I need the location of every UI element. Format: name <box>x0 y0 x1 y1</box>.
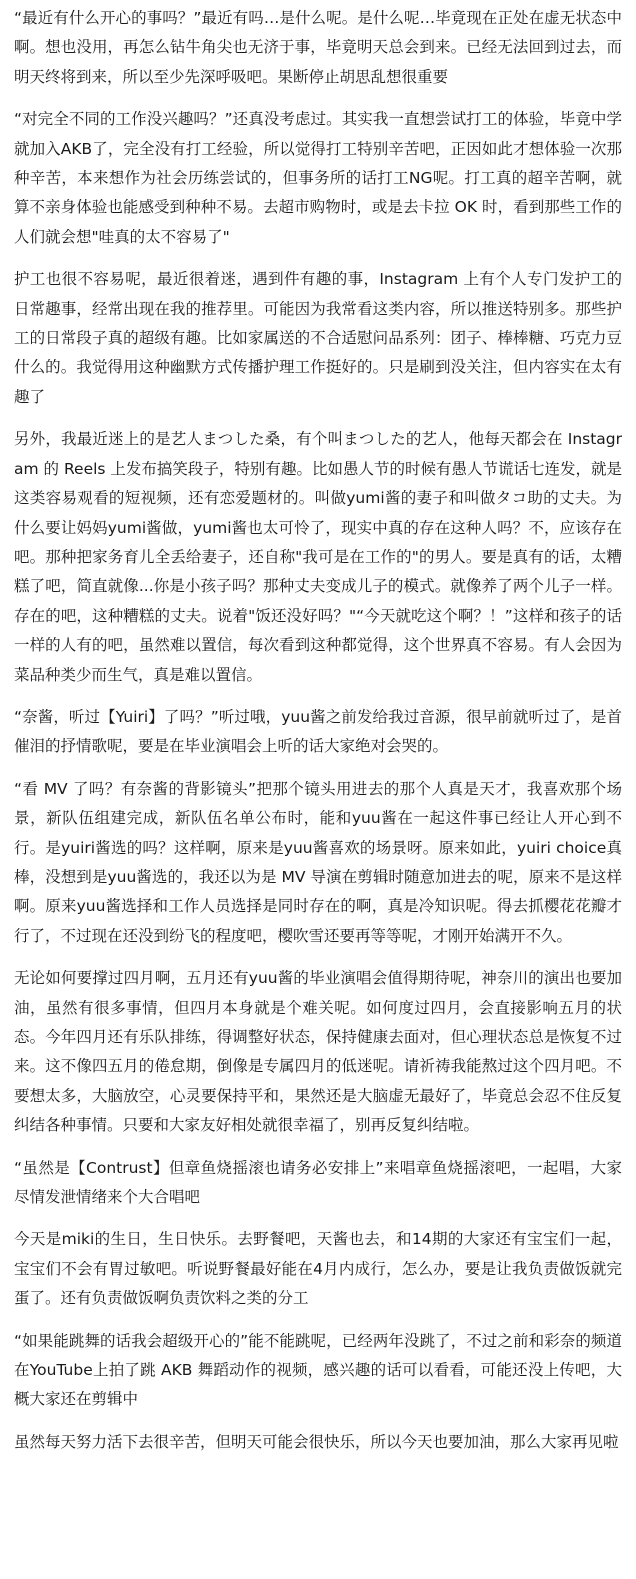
paragraph-6: “看 MV 了吗？有奈酱的背影镜头”把那个镜头用进去的那个人真是天才，我喜欢那个场景，新队伍组建完成，新队伍名单公布时，能和yuu酱在一起这件事已经让人开心到不行。是yuiri酱选的吗？这样啊，原来是yuu酱喜欢的场景呀。原来如此，yuiri choice真棒，没想到是yuu酱选的，我还以为是 MV 导演在剪辑时随意加进去的呢，原来不是这样啊。原来yuu酱选择和工作人员选择是同时存在的啊，真是冷知识呢。得去抓樱花花瓣才行了，不过现在还没到纷飞的程度吧，樱吹雪还要再等等呢，才刚开始满开不久。 <box>14 779 622 945</box>
paragraph-1: “最近有什么开心的事吗？”最近有吗…是什么呢。是什么呢…毕竟现在正处在虚无状态中啊。想也没用，再怎么钻牛角尖也无济于事，毕竟明天总会到来。已经无法回到过去，而明天终将到来，所以至少先深呼吸吧。果断停止胡思乱想很重要 <box>14 9 622 86</box>
paragraph-9: 今天是miki的生日，生日快乐。去野餐吧，天酱也去，和14期的大家还有宝宝们一起，宝宝们不会有胃过敏吧。听说野餐最好能在4月内成行，怎么办，要是让我负责做饭就完蛋了。还有负责做饭啊负责饮料之类的分工 <box>14 1230 622 1308</box>
paragraph-5: “奈酱，听过【Yuiri】了吗？”听过哦，yuu酱之前发给我过音源，很早前就听过了，是首催泪的抒情歌呢，要是在毕业演唱会上听的话大家绝对会哭的。 <box>14 707 622 756</box>
paragraph-10: “如果能跳舞的话我会超级开心的”能不能跳呢，已经两年没跳了，不过之前和彩奈的频道在YouTube上拍了跳 AKB 舞蹈动作的视频，感兴趣的话可以看看，可能还没上传吧，大概大家还在剪辑中 <box>14 1331 622 1409</box>
paragraph-8: “虽然是【Contrust】但章鱼烧摇滚也请务必安排上”来唱章鱼烧摇滚吧，一起唱，大家尽情发泄情绪来个大合唱吧 <box>14 1158 622 1207</box>
paragraph-4: 另外，我最近迷上的是艺人まつした桑，有个叫まつした的艺人，他每天都会在 Instagram 的 Reels 上发布搞笑段子，特别有趣。比如愚人节的时候有愚人节谎话七连发，就是这类容易观看的短视频，还有恋爱题材的。叫做yumi酱的妻子和叫做タコ助的丈夫。为什么要让妈妈yumi酱做，yumi酱也太可怜了，现实中真的存在这种人吗？不，应该存在吧。那种把家务育儿全丢给妻子，还自称"我可是在工作的"的男人。要是真有的话，太糟糕了吧，简直就像...你是小孩子吗？那种丈夫变成儿子的模式。就像养了两个儿子一样。存在的吧，这种糟糕的丈夫。说着"饭还没好吗？"“今天就吃这个啊？！”这样和孩子的话一样的人有的吧，虽然难以置信，每次看到这种都觉得，这个世界真不容易。有人会因为菜品种类少而生气，真是难以置信。 <box>14 430 622 684</box>
paragraph-11: 虽然每天努力活下去很辛苦，但明天可能会很快乐，所以今天也要加油，那么大家再见啦 <box>14 1432 619 1451</box>
paragraph-3: 护工也很不容易呢，最近很着迷，遇到件有趣的事，Instagram 上有个人专门发护工的日常趣事，经常出现在我的推荐里。可能因为我常看这类内容，所以推送特别多。那些护工的日常段子真的超级有趣。比如家属送的不合适慰问品系列：团子、棒棒糖、巧克力豆什么的。我觉得用这种幽默方式传播护理工作挺好的。只是刷到没关注，但内容实在太有趣了 <box>14 270 622 406</box>
paragraph-7: 无论如何要撑过四月啊，五月还有yuu酱的毕业演唱会值得期待呢，神奈川的演出也要加油，虽然有很多事情，但四月本身就是个难关呢。如何度过四月，会直接影响五月的状态。今年四月还有乐队排练，得调整好状态，保持健康去面对，但心理状态总是恢复不过来。这不像四五月的倦怠期，倒像是专属四月的低迷呢。请祈祷我能熬过这个四月吧。不要想太多，大脑放空，心灵要保持平和，果然还是大脑虚无最好了，毕竟总会忍不住反复纠结各种事情。只要和大家友好相处就很幸福了，别再反复纠结啦。 <box>14 969 622 1135</box>
paragraph-2: “对完全不同的工作没兴趣吗？”还真没考虑过。其实我一直想尝试打工的体验，毕竟中学就加入AKB了，完全没有打工经验，所以觉得打工特别辛苦吧，正因如此才想体验一次那种辛苦，本来想作为社会历练尝试的，但事务所的话打工NG呢。打工真的超辛苦啊，就算不亲身体验也能感受到种种不易。去超市购物时，或是去卡拉 OK 时，看到那些工作的人们就会想"哇真的太不容易了" <box>14 110 622 246</box>
